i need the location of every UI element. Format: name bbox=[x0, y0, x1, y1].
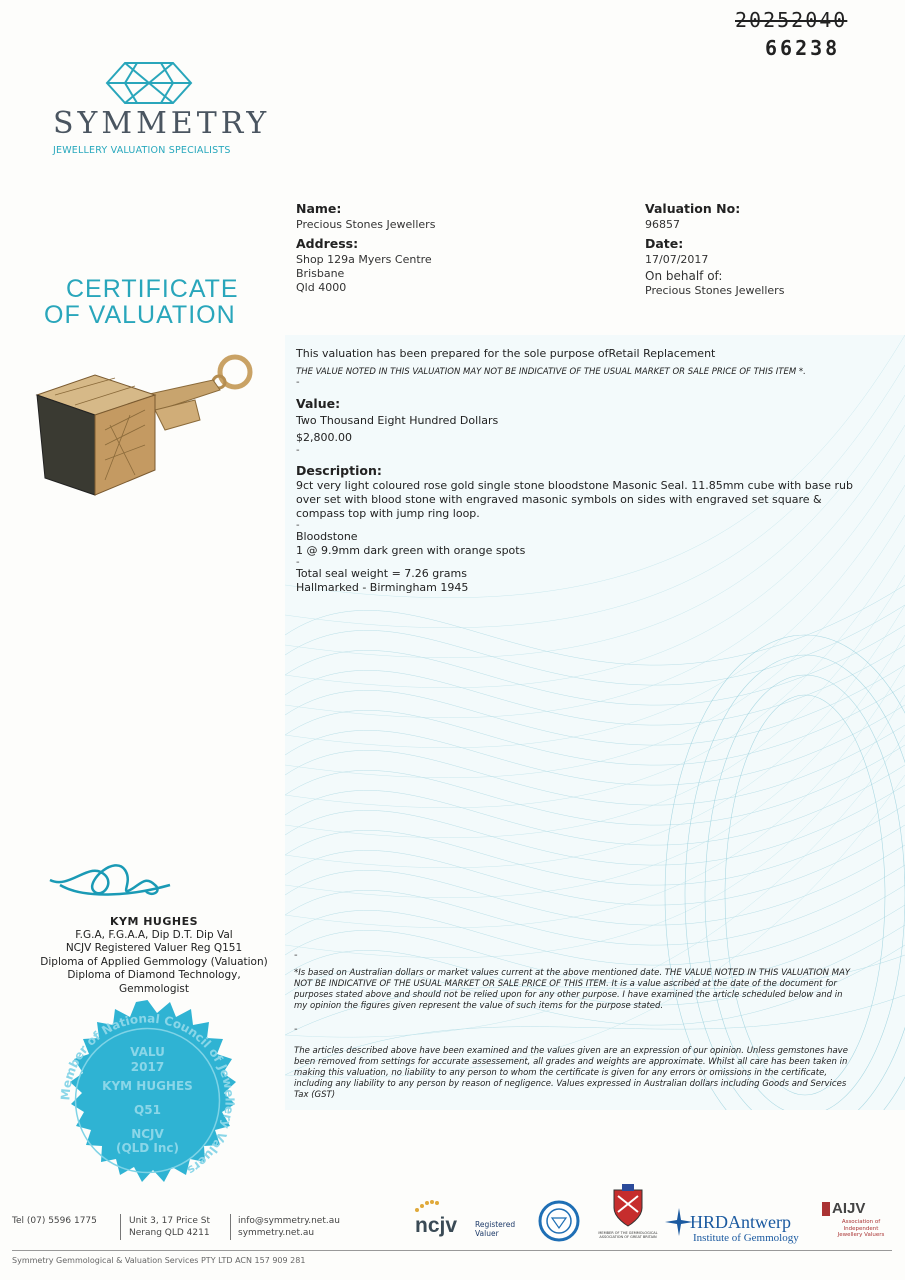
brand-name: SYMMETRY bbox=[53, 106, 271, 141]
brand-tagline: JEWELLERY VALUATION SPECIALISTS bbox=[53, 145, 231, 156]
address-line: Shop 129a Myers Centre bbox=[296, 253, 432, 266]
credential-line: Gemmologist bbox=[119, 982, 189, 995]
value-label: Value: bbox=[296, 396, 341, 411]
gemmological-crest-icon bbox=[610, 1182, 646, 1228]
aijv-logo-sub bbox=[832, 1219, 890, 1239]
seal-text: NCJV bbox=[131, 1127, 164, 1141]
valuation-basis-footnote: *Is based on Australian dollars or market values current at the above mentioned date. THE VALUE NOTED IN THIS VALUATION MAY NOT BE INDICATIVE OF THE USUAL MARKET OR SALE PRICE OF THIS ITEM. It is a value ascribed at the date of the document for purposes stated above and should not be relied upon for any other purpose. I have examined the article scheduled below and in my opinion the figures given represent the value of such items for the purpose stated. bbox=[294, 968, 851, 1011]
stone-detail: 1 @ 9.9mm dark green with orange spots bbox=[296, 544, 526, 557]
footer-website[interactable]: symmetry.net.au bbox=[238, 1228, 315, 1238]
address-line: Qld 4000 bbox=[296, 281, 347, 294]
footer-address2: Nerang QLD 4211 bbox=[129, 1228, 210, 1238]
certificate-heading-line2: OF VALUATION bbox=[44, 301, 236, 329]
date-label: Date: bbox=[645, 236, 684, 251]
client-block bbox=[296, 201, 435, 295]
ncjv-logo-sub bbox=[475, 1220, 515, 1238]
hrd-logo-text: HRDAntwerp bbox=[690, 1212, 791, 1232]
hrd-star-icon bbox=[665, 1208, 693, 1236]
purpose-disclaimer: THE VALUE NOTED IN THIS VALUATION MAY NOT BE INDICATIVE OF THE USUAL MARKET OR SALE PRICE OF THIS ITEM *. bbox=[296, 367, 806, 377]
ncjv-seal bbox=[45, 998, 250, 1203]
footer-divider-line bbox=[12, 1250, 892, 1251]
symmetry-diamond-logo bbox=[105, 60, 193, 106]
credential-line: NCJV Registered Valuer Reg Q151 bbox=[65, 942, 243, 954]
hallmark: Hallmarked - Birmingham 1945 bbox=[296, 581, 469, 594]
aijv-sub-line: Association of bbox=[841, 1219, 881, 1225]
hrd-logo-sub: Institute of Gemmology bbox=[693, 1232, 799, 1244]
valuation-date: 17/07/2017 bbox=[645, 253, 709, 266]
seal-text: (QLD Inc) bbox=[115, 1141, 180, 1155]
gem-association-text: MEMBER OF THE GEMMOLOGICAL ASSOCIATION OF GREAT BRITAIN bbox=[598, 1231, 658, 1239]
description-block bbox=[296, 463, 856, 595]
aijv-sub-line: Jewellery Valuers bbox=[837, 1232, 885, 1238]
description-text: 9ct very light coloured rose gold single stone bloodstone Masonic Seal. 11.85mm cube with base rub over set with blood stone with engraved masonic symbols on sides with engraved set square & compass top with jump ring loop. bbox=[296, 479, 853, 520]
separator: - bbox=[296, 445, 300, 456]
aijv-logo-text: AIJV bbox=[832, 1200, 866, 1217]
credential-line: Diploma of Applied Gemmology (Valuation) bbox=[40, 955, 268, 968]
footer-divider bbox=[230, 1214, 231, 1240]
aijv-mark-icon bbox=[822, 1202, 830, 1216]
handwritten-number: 66238 bbox=[765, 36, 841, 60]
seal-text: KYM HUGHES bbox=[102, 1079, 193, 1093]
certificate-heading bbox=[44, 276, 239, 328]
ncjv-sub-line: Registered bbox=[475, 1220, 516, 1229]
client-name: Precious Stones Jewellers bbox=[296, 218, 436, 231]
liability-footnote: The articles described above have been examined and the values given are an expression of our opinion. Unless gemstones have been removed from settings for accurate assessement, all grades and weights are approximate. Whilst all care has been taken in making this valuation, no liability to any person to whom the certificate is given for any errors or omissions in the certificate, including any liability to any person by reason of negligence. Values expressed in Australian dollars including Goods and Services Tax (GST) bbox=[294, 1046, 848, 1100]
seal-text: VALU bbox=[130, 1045, 165, 1059]
footer-divider bbox=[120, 1214, 121, 1240]
value-amount: $2,800.00 bbox=[296, 431, 352, 444]
description-label: Description: bbox=[296, 463, 382, 478]
credential-line: F.G.A, F.G.A.A, Dip D.T. Dip Val bbox=[75, 928, 233, 941]
footer-tel: Tel (07) 5596 1775 bbox=[12, 1216, 97, 1226]
purpose-statement: This valuation has been prepared for the sole purpose ofRetail Replacement bbox=[296, 347, 716, 360]
ncjv-dots-icon bbox=[413, 1198, 441, 1214]
seal-text: 2017 bbox=[130, 1060, 165, 1074]
valuer-name: KYM HUGHES bbox=[109, 915, 199, 928]
ncjv-sub-line: Valuer bbox=[475, 1229, 499, 1238]
seal-pendant-photo bbox=[35, 350, 255, 500]
behalf-label: On behalf of: bbox=[645, 269, 723, 283]
valuer-credentials bbox=[20, 915, 288, 996]
value-block bbox=[296, 396, 498, 456]
valuer-signature bbox=[45, 850, 175, 910]
behalf-name: Precious Stones Jewellers bbox=[645, 284, 785, 297]
valuation-number: 96857 bbox=[645, 218, 680, 231]
footer-address1: Unit 3, 17 Price St bbox=[129, 1216, 210, 1226]
separator: - bbox=[296, 520, 300, 531]
handwritten-struck-number: 20252040 bbox=[735, 8, 848, 32]
seal-text: Q51 bbox=[134, 1103, 161, 1117]
credential-line: Diploma of Diamond Technology, bbox=[67, 969, 241, 981]
address-line: Brisbane bbox=[296, 267, 345, 280]
certificate-heading-line1: CERTIFICATE bbox=[66, 275, 239, 303]
value-words: Two Thousand Eight Hundred Dollars bbox=[296, 414, 499, 427]
valuation-block bbox=[645, 201, 784, 298]
stone-name: Bloodstone bbox=[296, 530, 358, 543]
separator: - bbox=[296, 377, 300, 388]
footer-email[interactable]: info@symmetry.net.au bbox=[238, 1216, 340, 1226]
aijv-sub-line: Independent bbox=[843, 1225, 879, 1232]
footer-company: Symmetry Gemmological & Valuation Services PTY LTD ACN 157 909 281 bbox=[12, 1256, 306, 1265]
ncjv-logo-text: ncjv bbox=[415, 1214, 458, 1237]
separator: - bbox=[294, 950, 298, 961]
total-weight: Total seal weight = 7.26 grams bbox=[296, 567, 467, 580]
separator: - bbox=[294, 1024, 298, 1035]
gem-association-badge-icon bbox=[538, 1200, 580, 1242]
separator: - bbox=[296, 557, 300, 568]
name-label: Name: bbox=[296, 201, 342, 216]
address-label: Address: bbox=[296, 236, 359, 251]
valuation-number-label: Valuation No: bbox=[645, 201, 741, 216]
seal-ring-text: Member of National Council of Jewellery Valuers bbox=[58, 1011, 237, 1178]
